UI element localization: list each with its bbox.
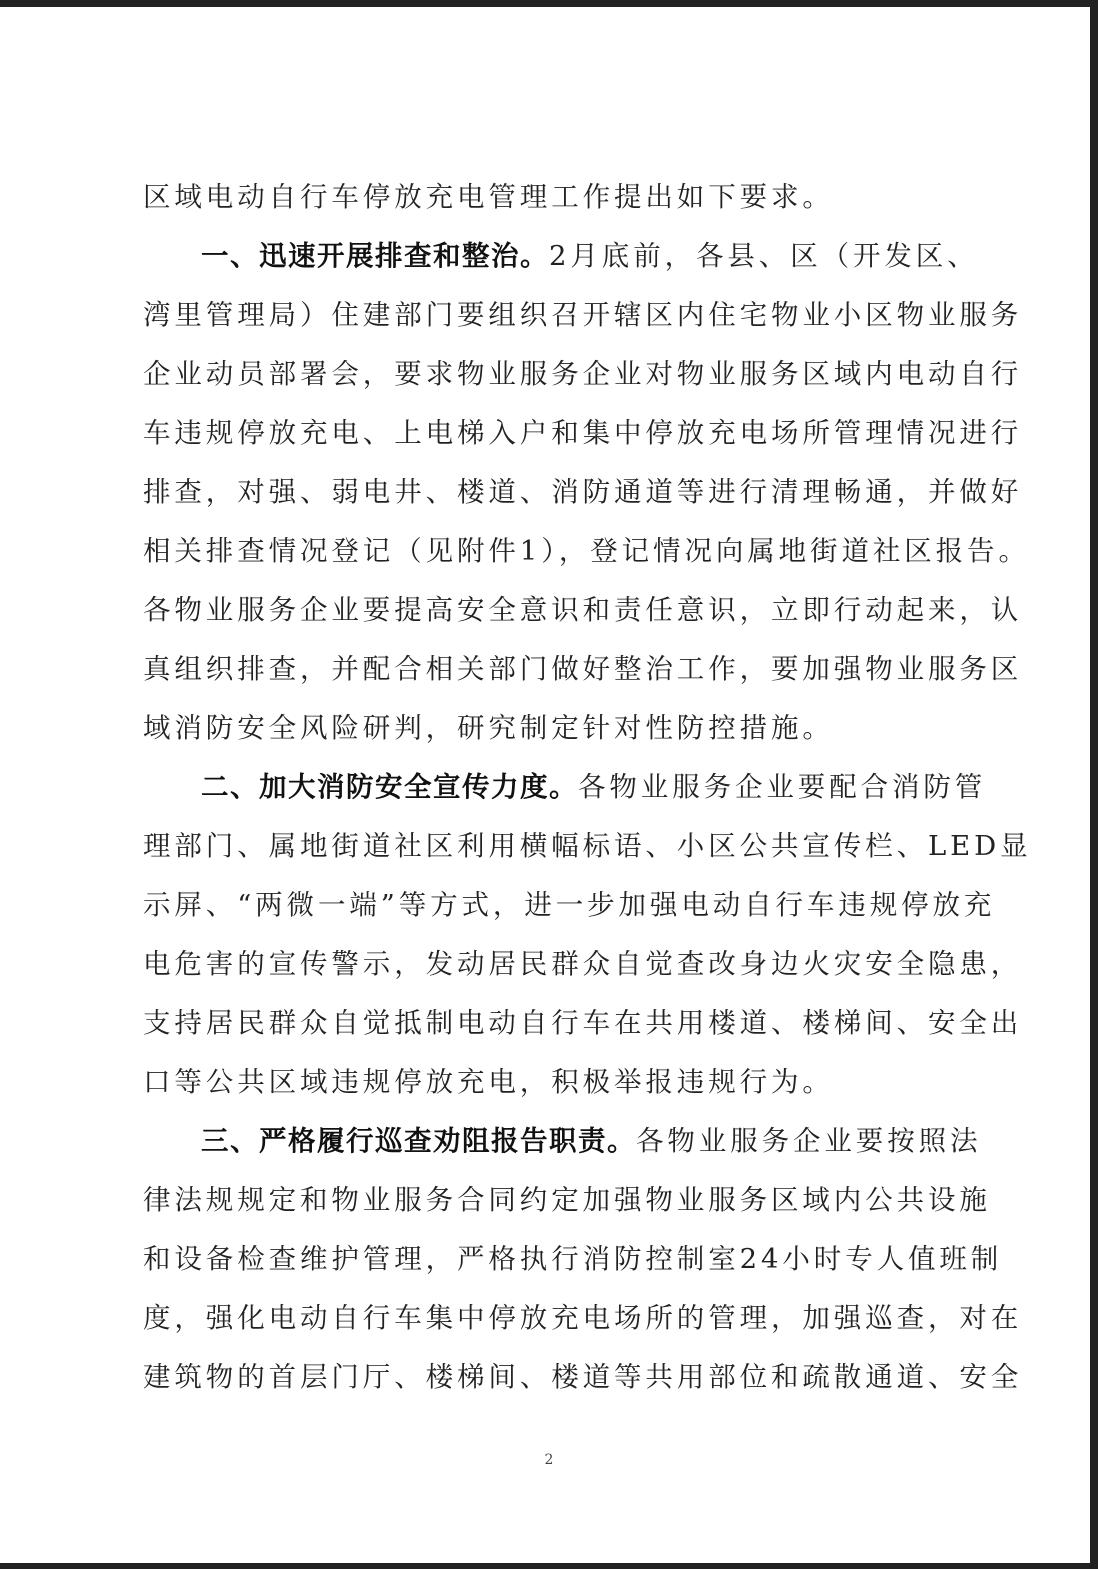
text-line: 域消防安全风险研判，研究制定针对性防控措施。 [143, 712, 834, 744]
section-3-first-line: 三、严格履行巡查劝阻报告职责。各物业服务企业要按照法 [201, 1125, 982, 1157]
text-line: 企业动员部署会，要求物业服务企业对物业服务区域内电动自行 [143, 358, 1023, 390]
text-line: 示屏、“两微一端”等方式，进一步加强电动自行车违规停放充 [143, 889, 996, 921]
section-heading-2: 二、加大消防安全宣传力度。 [201, 771, 578, 803]
text-line: 口等公共区域违规停放充电，积极举报违规行为。 [143, 1066, 834, 1098]
scan-border-top [0, 0, 1098, 7]
text-line: 湾里管理局）住建部门要组织召开辖区内住宅物业小区物业服务 [143, 299, 1023, 331]
text-line: 建筑物的首层门厅、楼梯间、楼道等共用部位和疏散通道、安全 [143, 1361, 1023, 1393]
text-line: 区域电动自行车停放充电管理工作提出如下要求。 [143, 181, 834, 213]
text-line: 律法规规定和物业服务合同约定加强物业服务区域内公共设施 [143, 1184, 991, 1216]
text-line: 车违规停放充电、上电梯入户和集中停放充电场所管理情况进行 [143, 417, 1023, 449]
section-1-first-line: 一、迅速开展排查和整治。2月底前，各县、区（开发区、 [201, 240, 979, 272]
text-line: 相关排查情况登记（见附件1），登记情况向属地街道社区报告。 [143, 535, 1030, 567]
page-number: 2 [544, 1452, 554, 1468]
text-line: 电危害的宣传警示，发动居民群众自觉查改身边火灾安全隐患， [143, 948, 1023, 980]
section-heading-1: 一、迅速开展排查和整治。 [201, 240, 549, 272]
text-line: 各物业服务企业要提高安全意识和责任意识，立即行动起来，认 [143, 594, 1023, 626]
text-line: 和设备检查维护管理，严格执行消防控制室24小时专人值班制 [143, 1243, 1003, 1275]
text-line: 支持居民群众自觉抵制电动自行车在共用楼道、楼梯间、安全出 [143, 1007, 1023, 1039]
section-heading-3: 三、严格履行巡查劝阻报告职责。 [201, 1125, 636, 1157]
text-line: 理部门、属地街道社区利用横幅标语、小区公共宣传栏、LED显 [143, 830, 1032, 862]
text-line: 真组织排查，并配合相关部门做好整治工作，要加强物业服务区 [143, 653, 1023, 685]
scan-border-right [1090, 0, 1098, 1569]
document-body [143, 168, 1032, 1407]
scan-border-bottom [0, 1563, 1098, 1569]
section-2-first-line: 二、加大消防安全宣传力度。各物业服务企业要配合消防管 [201, 771, 987, 803]
text-line: 排查，对强、弱电井、楼道、消防通道等进行清理畅通，并做好 [143, 476, 1023, 508]
text-line: 度，强化电动自行车集中停放充电场所的管理，加强巡查，对在 [143, 1302, 1023, 1334]
